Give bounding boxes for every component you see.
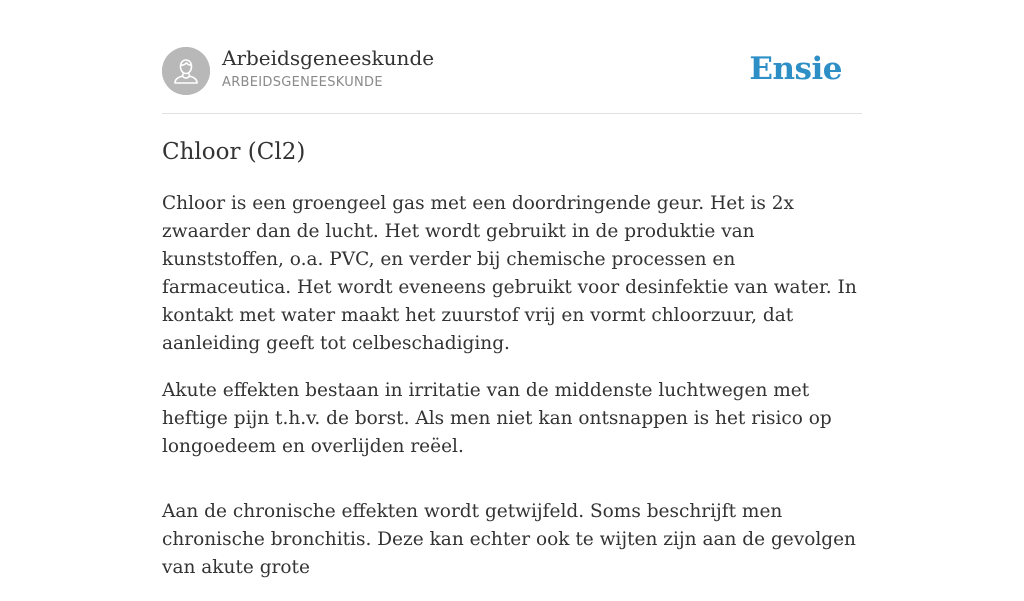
- paragraph: Akute effekten bestaan in irritatie van de middenste luchtwegen met heftige pijn t.h.v. de borst. Als men niet kan ontsnappen is het risico op longoedeem en overlijden reëel.: [162, 380, 832, 457]
- author-subtitle: ARBEIDSGENEESKUNDE: [222, 75, 383, 90]
- paragraph: Aan de chronische effekten wordt getwijfeld. Soms beschrijft men chronische bronchitis. Deze kan echter ook te wijten zijn aan de gevolgen van akute grote: [162, 501, 856, 578]
- article-card: [162, 0, 862, 578]
- author-name[interactable]: Arbeidsgeneeskunde: [222, 46, 435, 70]
- article-title: Chloor (Cl2): [162, 139, 306, 165]
- brand-logo[interactable]: Ensie: [749, 51, 842, 87]
- paragraph: Chloor is een groengeel gas met een doordringende geur. Het is 2x zwaarder dan de lucht. Het wordt gebruikt in de produktie van kunststoffen, o.a. PVC, en verder bij chemische processen en farmaceutica. Het wordt eveneens gebruikt voor desinfektie van water. In kontakt met water maakt het zuurstof vrij en vormt chloorzuur, dat aanleiding geeft tot celbeschadiging.: [162, 193, 857, 354]
- user-silhouette-icon[interactable]: [162, 47, 210, 95]
- author-header: [162, 0, 862, 114]
- article-body: [162, 190, 862, 601]
